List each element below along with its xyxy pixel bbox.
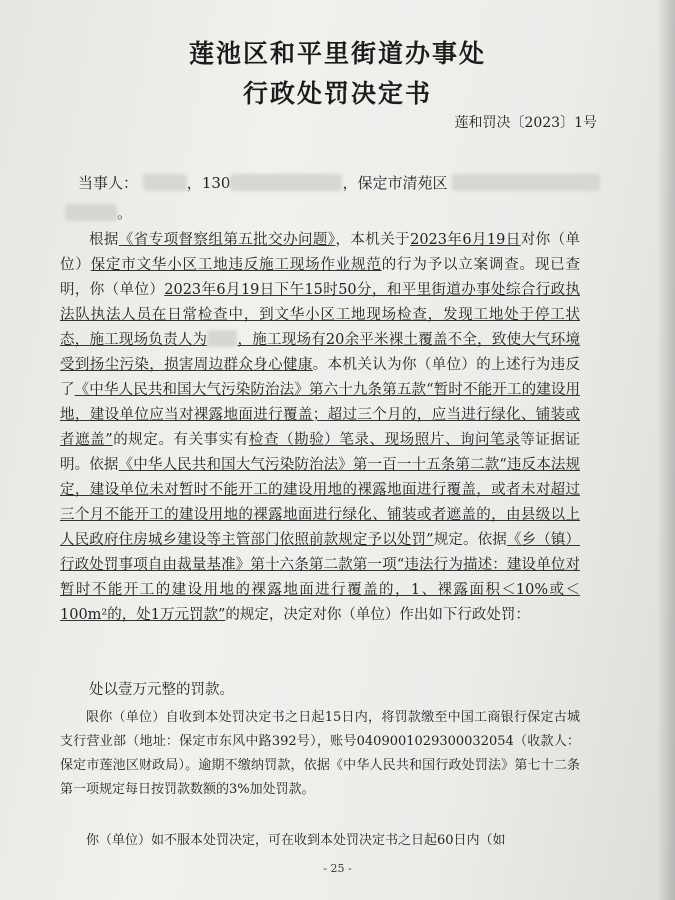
paragraph-penalty: 处以壹万元整的罚款。 <box>89 682 234 698</box>
violation: 保定市文华小区工地违反施工现场作业规范 <box>90 257 382 273</box>
paragraph-appeal: 你（单位）如不服本处罚决定，可在收到本处罚决定书之日起60日内（如 <box>86 833 506 848</box>
page-number: - 25 - <box>323 862 352 875</box>
redacted-person <box>207 330 237 347</box>
paragraph-payment: 限你（单位）自收到本处罚决定书之日起15日内，将罚款缴至中国工商银行保定古城支行营业部（地址：保定市东风中路392号），账号0409001029300032054（收款人：保定市莲池区财政局）。逾期不缴纳罚款，依据《中华人民共和国行政处罚法》第七十二条第一项规定每日按罚款数额的3%加处罚款。 <box>60 710 580 797</box>
document-number: 莲和罚决〔2023〕1号 <box>454 115 597 131</box>
penalty-basis: 《中华人民共和国大气污染防治法》第一百一十五条第二款“违反本法规定，建设单位未对暂时不能开工的建设用地的裸露地面进行覆盖，或者未对超过三个月不能开工的建设用地的裸露地面进行绿化、铺装或者遮盖的，由县级以上人民政府住房城乡建设等主管部门依照前款规定予以处罚” <box>60 457 581 548</box>
issuer-title: 莲池区和平里街道办事处 <box>188 39 486 68</box>
party-end: 。 <box>117 204 133 222</box>
redacted-address <box>452 174 600 191</box>
facts-cont: ，施工现场有20余平米裸土覆盖不全，致使大气环境受到扬尘污染，损害周边群众身心健康 <box>60 332 581 373</box>
document-title: 行政处罚决定书 <box>242 79 432 108</box>
redacted-name <box>143 174 187 191</box>
discretion-standard: 《乡（镇）行政处罚事项自由裁量基准》第十六条第二款第一项“违法行为描述：建设单位对暂时不能开工的建设用地的裸露地面进行覆盖的，1、裸露面积＜10%或＜100m²的，处1万元罚款” <box>60 532 581 623</box>
party-line-2 <box>65 202 132 223</box>
evidence: 检查（勘验）笔录、现场照片、询问笔录 <box>248 432 521 448</box>
redacted-phone <box>230 174 342 191</box>
paragraph-facts: 根据《省专项督察组第五批交办问题》，本机关于2023年6月19日对你（单位）保定市文华小区工地违反施工现场作业规范的行为予以立案调查。现已查明，你（单位）2023年6月19日下午15时50分，和平里街道办事处综合行政执法队执法人员在日常检查中，到文华小区工地现场检查，发现工地处于停工状态，施工现场负责人为 ，施工现场有20余平米裸土覆盖不全，致使大气环境受到扬尘污染，损害周边群众身心健康。本机关认为你（单位）的上述行为违反了《中华人民共和国大气污染防治法》第六十九条第五款“暂时不能开工的建设用地，建设单位应当对裸露地面进行覆盖；超过三个月的，应当进行绿化、铺装或者遮盖”的规定。有关事实有检查（勘验）笔录、现场照片、询问笔录等证据证明。依据《中华人民共和国大气污染防治法》第一百一十五条第二款“违反本法规定，建设单位未对暂时不能开工的建设用地的裸露地面进行覆盖，或者未对超过三个月不能开工的建设用地的裸露地面进行绿化、铺装或者遮盖的，由县级以上人民政府住房城乡建设等主管部门依照前款规定予以处罚”规定。依据《乡（镇）行政处罚事项自由裁量基准》第十六条第二款第一项“违法行为描述：建设单位对暂时不能开工的建设用地的裸露地面进行覆盖的，1、裸露面积＜10%或＜100m²的，处1万元罚款”的规定，决定对你（单位）作出如下行政处罚： <box>60 232 581 623</box>
phone-prefix: 130 <box>201 174 231 192</box>
page-shadow <box>657 0 675 900</box>
date: 2023年6月19日 <box>410 232 521 248</box>
source-doc: 《省专项督察组第五批交办问题》 <box>118 232 336 248</box>
redacted-address-cont <box>65 204 117 221</box>
address-prefix: ，保定市清苑区 <box>342 174 448 192</box>
party-line: 当事人： ，130 ，保定市清苑区 <box>78 172 600 193</box>
facts: 2023年6月19日下午15时50分，和平里街道办事处综合行政执法队执法人员在日常检查中，到文华小区工地现场检查，发现工地处于停工状态，施工现场负责人为 <box>60 282 581 348</box>
law-article: 《中华人民共和国大气污染防治法》第六十九条第五款“暂时不能开工的建设用地，建设单位应当对裸露地面进行覆盖；超过三个月的，应当进行绿化、铺装或者遮盖” <box>60 382 580 448</box>
party-label: 当事人： <box>78 174 139 192</box>
